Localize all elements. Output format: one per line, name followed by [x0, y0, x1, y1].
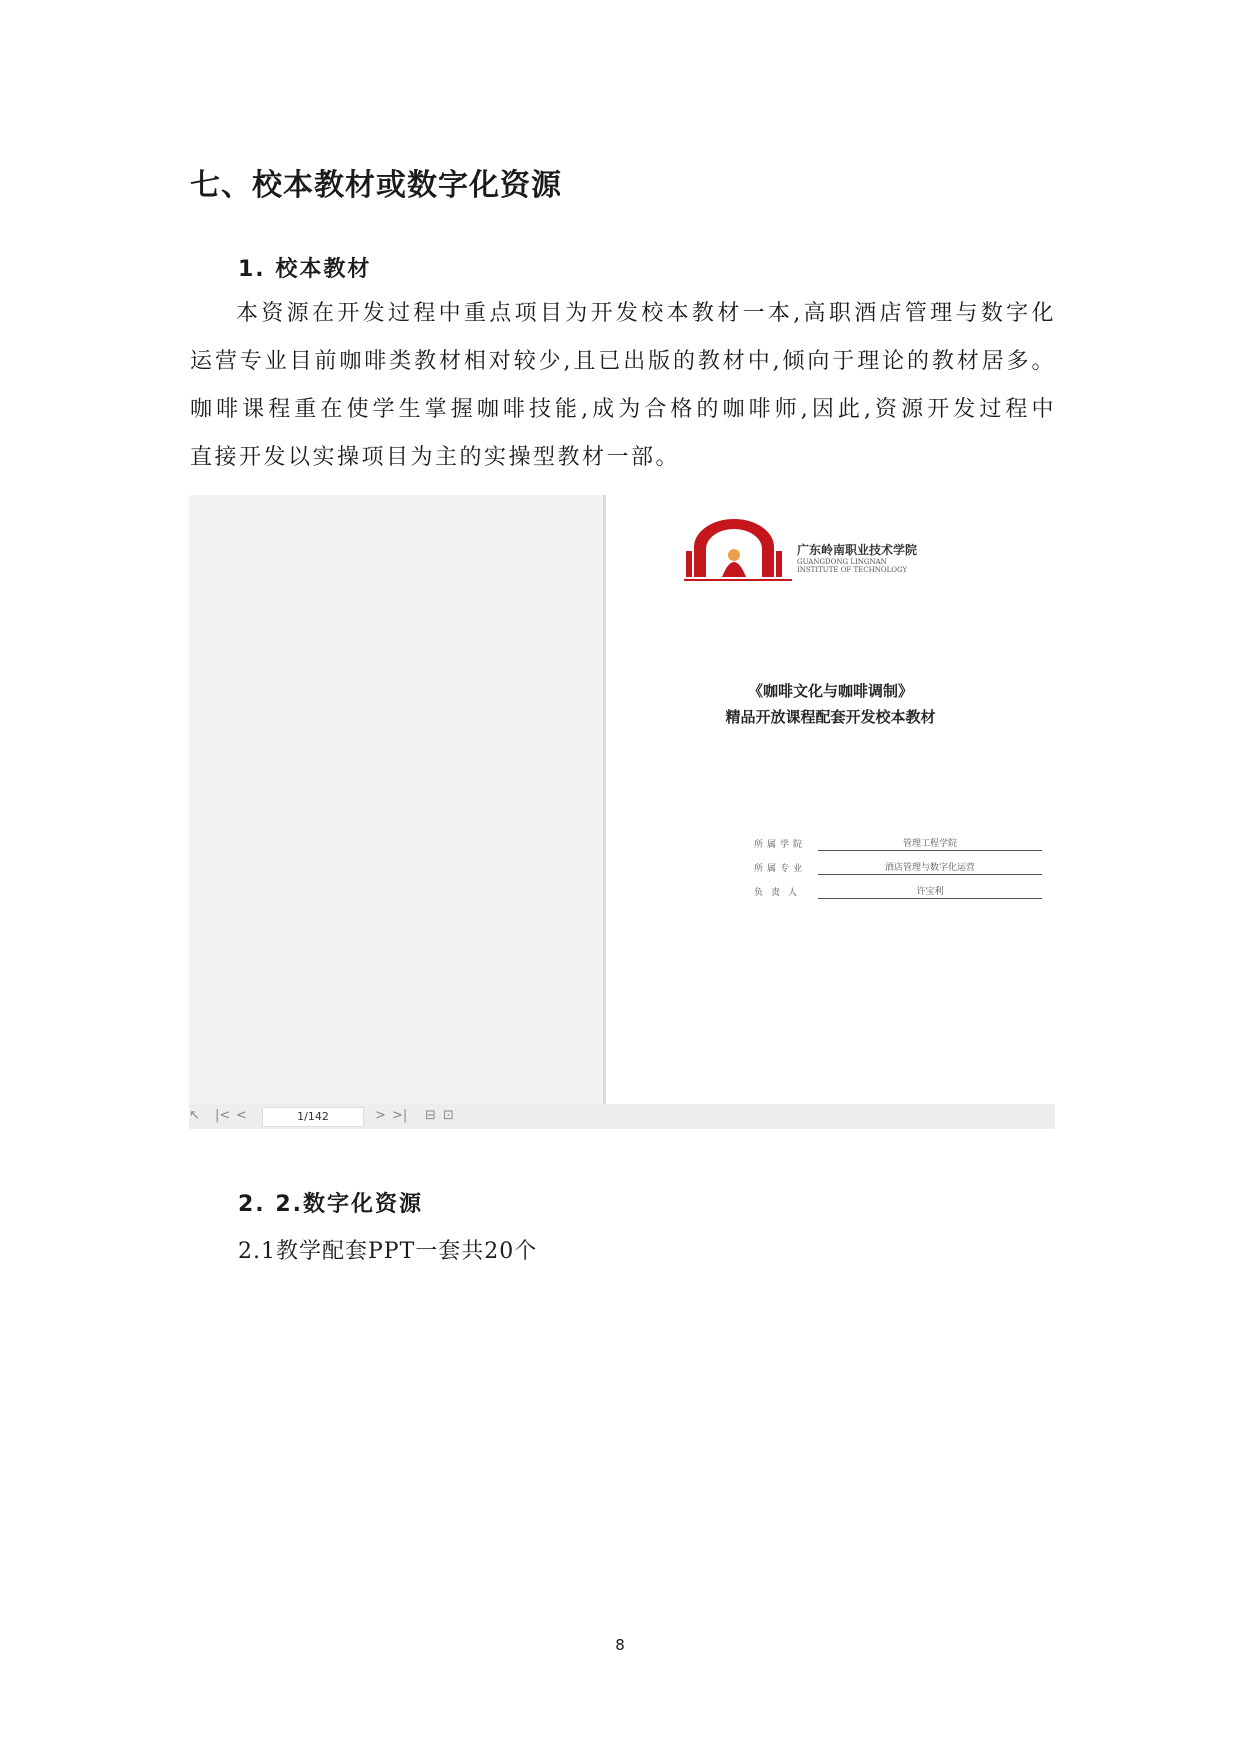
textbook-paragraph	[190, 290, 1056, 482]
fit-page-icon[interactable]: ⊟	[425, 1108, 436, 1123]
institution-name-en	[797, 558, 937, 574]
viewer-left-pane	[189, 495, 606, 1104]
cursor-tool-icon[interactable]: ↖	[189, 1108, 200, 1123]
field-value-college: 管理工程学院	[818, 836, 1042, 851]
institution-name-cn: 广东岭南职业技术学院	[797, 543, 918, 557]
field-value-major: 酒店管理与数字化运营	[818, 860, 1042, 875]
paragraph-line: 本资源在开发过程中重点项目为开发校本教材一本,高职酒店管理与数字化	[236, 301, 1056, 326]
last-page-icon[interactable]: >|	[392, 1108, 408, 1123]
pdf-viewer-screenshot	[189, 495, 1055, 1129]
digital-resource-item: 2.1教学配套PPT一套共20个	[238, 1239, 538, 1264]
viewer-toolbar	[189, 1104, 1055, 1129]
field-value-owner: 许宝利	[818, 884, 1042, 899]
first-page-icon[interactable]: |<	[215, 1108, 231, 1123]
paragraph-line: 运营专业目前咖啡类教材相对较少,且已出版的教材中,倾向于理论的教材居多。	[190, 349, 1056, 374]
book-subtitle: 精品开放课程配套开发校本教材	[725, 708, 936, 726]
field-label-owner: 负责人	[754, 888, 806, 898]
subsection-heading-textbook: 1. 校本教材	[238, 257, 372, 282]
prev-page-icon[interactable]: <	[236, 1108, 247, 1123]
college-logo-icon	[684, 517, 792, 583]
institution-en-line: GUANGDONG LINGNAN	[797, 558, 887, 566]
fit-width-icon[interactable]: ⊡	[443, 1108, 454, 1123]
subsection-heading-digital: 2. 2.数字化资源	[238, 1192, 423, 1217]
book-title: 《咖啡文化与咖啡调制》	[747, 682, 913, 700]
field-label-major: 所属专业	[754, 864, 807, 874]
page-number-input[interactable]: 1/142	[262, 1107, 364, 1127]
page-number: 8	[615, 1636, 625, 1654]
paragraph-line: 直接开发以实操项目为主的实操型教材一部。	[190, 445, 681, 470]
next-page-icon[interactable]: >	[375, 1108, 386, 1123]
textbook-cover-page	[606, 495, 1055, 1104]
institution-en-line: INSTITUTE OF TECHNOLOGY	[797, 566, 908, 574]
field-label-college: 所属学院	[754, 840, 807, 850]
paragraph-line: 咖啡课程重在使学生掌握咖啡技能,成为合格的咖啡师,因此,资源开发过程中	[190, 397, 1056, 422]
section-heading: 七、校本教材或数字化资源	[190, 168, 562, 203]
